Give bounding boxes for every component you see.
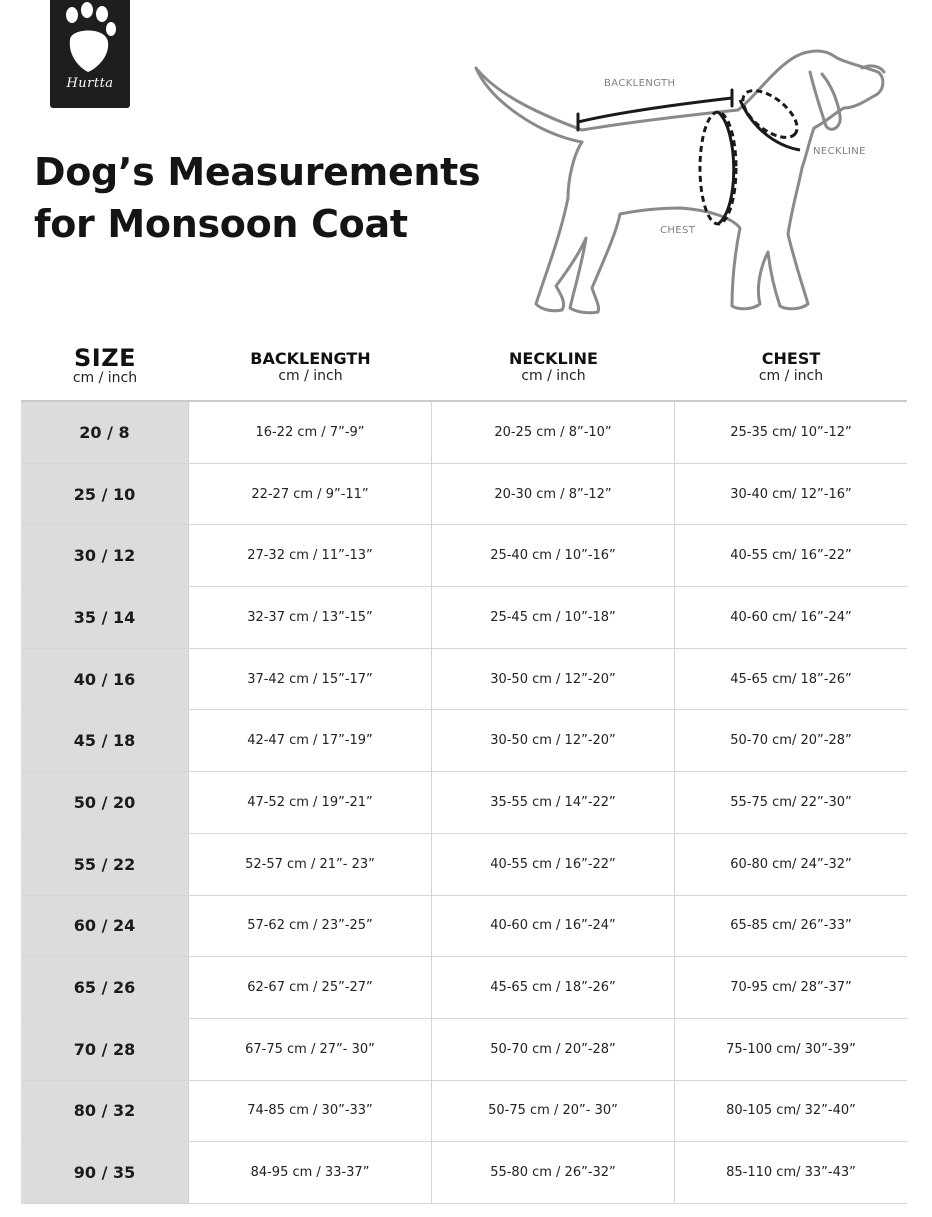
header-backlength: BACKLENGTH cm / inch [250, 349, 371, 384]
neckline-cell: 50-70 cm / 20”-28” [432, 1019, 675, 1080]
page-title [34, 146, 480, 250]
table-row [21, 710, 907, 772]
size-table [21, 400, 907, 1204]
neckline-cell: 25-45 cm / 10”-18” [432, 587, 675, 648]
header-neckline: NECKLINE cm / inch [509, 349, 598, 384]
backlength-cell: 22-27 cm / 9”-11” [189, 464, 432, 525]
backlength-cell: 62-67 cm / 25”-27” [189, 957, 432, 1018]
neckline-label: NECKLINE [813, 146, 866, 157]
size-cell: 80 / 32 [21, 1081, 189, 1142]
chest-cell: 70-95 cm/ 28”-37” [730, 980, 852, 996]
backlength-cell: 16-22 cm / 7”-9” [189, 402, 432, 463]
neckline-cell: 35-55 cm / 14”-22” [432, 772, 675, 833]
chest-cell: 80-105 cm/ 32”-40” [726, 1103, 856, 1119]
dog-outline-icon [470, 38, 890, 318]
dog-measurement-diagram [470, 38, 890, 318]
header-chest: CHEST cm / inch [758, 349, 824, 384]
size-cell: 25 / 10 [21, 464, 189, 525]
backlength-cell: 57-62 cm / 23”-25” [189, 896, 432, 957]
table-row [21, 587, 907, 649]
chest-cell: 65-85 cm/ 26”-33” [730, 918, 852, 934]
size-cell: 60 / 24 [21, 896, 189, 957]
neckline-cell: 25-40 cm / 10”-16” [432, 525, 675, 586]
size-cell: 70 / 28 [21, 1019, 189, 1080]
title-line-2: for Monsoon Coat [34, 202, 408, 246]
backlength-cell: 32-37 cm / 13”-15” [189, 587, 432, 648]
neckline-cell: 55-80 cm / 26”-32” [432, 1142, 675, 1203]
table-row [21, 464, 907, 526]
chest-cell: 40-60 cm/ 16”-24” [730, 609, 852, 625]
table-row [21, 1019, 907, 1081]
chest-cell: 55-75 cm/ 22”-30” [730, 794, 852, 810]
chest-cell: 50-70 cm/ 20”-28” [730, 733, 852, 749]
table-row [21, 834, 907, 896]
table-row [21, 896, 907, 958]
size-cell: 20 / 8 [21, 402, 189, 463]
neckline-cell: 20-30 cm / 8”-12” [432, 464, 675, 525]
size-cell: 30 / 12 [21, 525, 189, 586]
chest-label: CHEST [660, 225, 696, 236]
brand-logo [50, 0, 130, 108]
size-cell: 55 / 22 [21, 834, 189, 895]
chest-cell: 25-35 cm/ 10”-12” [730, 424, 852, 440]
chest-cell: 30-40 cm/ 12”-16” [730, 486, 852, 502]
backlength-cell: 47-52 cm / 19”-21” [189, 772, 432, 833]
header-size: SIZE cm / inch [72, 344, 138, 386]
backlength-label: BACKLENGTH [604, 78, 676, 89]
chest-cell: 45-65 cm/ 18”-26” [730, 671, 852, 687]
table-row [21, 525, 907, 587]
chest-cell: 75-100 cm/ 30”-39” [726, 1041, 856, 1057]
neckline-cell: 50-75 cm / 20”- 30” [432, 1081, 675, 1142]
neckline-cell: 30-50 cm / 12”-20” [432, 710, 675, 771]
title-line-1: Dog’s Measurements [34, 150, 481, 194]
neckline-cell: 45-65 cm / 18”-26” [432, 957, 675, 1018]
chest-cell: 85-110 cm/ 33”-43” [726, 1165, 856, 1181]
size-cell: 35 / 14 [21, 587, 189, 648]
table-row [21, 1081, 907, 1143]
neckline-cell: 20-25 cm / 8”-10” [432, 402, 675, 463]
size-cell: 65 / 26 [21, 957, 189, 1018]
neckline-cell: 40-60 cm / 16”-24” [432, 896, 675, 957]
size-cell: 90 / 35 [21, 1142, 189, 1203]
backlength-cell: 74-85 cm / 30”-33” [189, 1081, 432, 1142]
chest-cell: 40-55 cm/ 16”-22” [730, 548, 852, 564]
backlength-cell: 84-95 cm / 33-37” [189, 1142, 432, 1203]
size-cell: 50 / 20 [21, 772, 189, 833]
backlength-cell: 67-75 cm / 27”- 30” [189, 1019, 432, 1080]
backlength-cell: 42-47 cm / 17”-19” [189, 710, 432, 771]
backlength-cell: 37-42 cm / 15”-17” [189, 649, 432, 710]
table-row [21, 772, 907, 834]
size-cell: 45 / 18 [21, 710, 189, 771]
size-cell: 40 / 16 [21, 649, 189, 710]
table-row [21, 402, 907, 464]
logo-wordmark: Hurtta [66, 76, 114, 91]
backlength-cell: 52-57 cm / 21”- 23” [189, 834, 432, 895]
chest-cell: 60-80 cm/ 24”-32” [730, 856, 852, 872]
neckline-cell: 40-55 cm / 16”-22” [432, 834, 675, 895]
table-row [21, 1142, 907, 1204]
table-row [21, 957, 907, 1019]
backlength-cell: 27-32 cm / 11”-13” [189, 525, 432, 586]
neckline-cell: 30-50 cm / 12”-20” [432, 649, 675, 710]
paw-icon [50, 0, 130, 80]
table-row [21, 649, 907, 711]
